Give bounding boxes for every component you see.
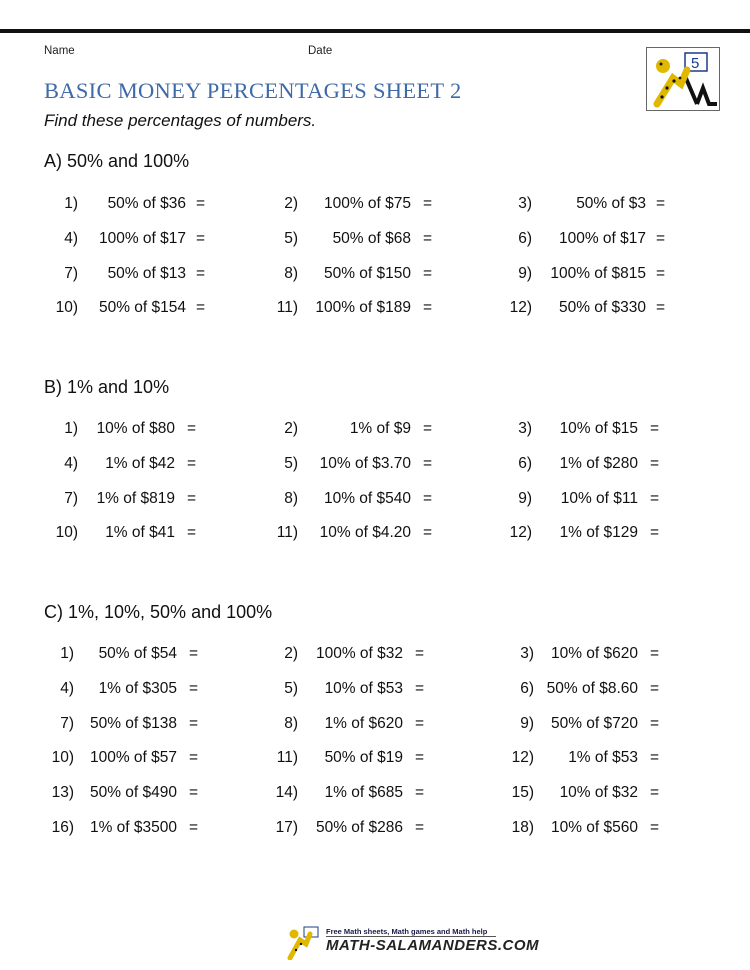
question-item bbox=[0, 713, 750, 735]
question-expression: 10% of $4.20 bbox=[319, 524, 411, 542]
question-number: 15) bbox=[511, 784, 534, 802]
question-number: 8) bbox=[284, 489, 298, 507]
question-item bbox=[0, 817, 750, 839]
question-expression: 50% of $154 bbox=[98, 299, 186, 317]
equals-sign: = bbox=[650, 819, 660, 836]
equals-sign: = bbox=[189, 645, 199, 662]
equals-sign: = bbox=[189, 749, 199, 767]
section-a-heading: A) 50% and 100% bbox=[44, 151, 190, 171]
question-number: 12) bbox=[511, 749, 534, 767]
question-number: 11) bbox=[276, 299, 298, 317]
question-expression: 1% of $620 bbox=[324, 714, 403, 732]
question-item bbox=[0, 747, 750, 769]
question-number: 14) bbox=[275, 784, 298, 802]
equals-sign: = bbox=[423, 489, 433, 507]
section-b-heading: B) 1% and 10% bbox=[44, 377, 170, 397]
equals-sign: = bbox=[650, 489, 660, 507]
question-number: 7) bbox=[60, 714, 74, 732]
equals-sign: = bbox=[415, 819, 425, 836]
question-number: 6) bbox=[518, 454, 532, 472]
question-expression: 50% of $330 bbox=[558, 299, 646, 317]
question-expression: 1% of $42 bbox=[105, 454, 175, 472]
date-label: Date bbox=[308, 45, 333, 57]
equals-sign: = bbox=[415, 714, 425, 732]
equals-sign: = bbox=[415, 645, 425, 662]
question-number: 4) bbox=[64, 229, 78, 247]
question-expression: 50% of $720 bbox=[550, 714, 638, 732]
equals-sign: = bbox=[656, 229, 666, 247]
equals-sign: = bbox=[650, 749, 660, 767]
question-expression: 100% of $815 bbox=[550, 264, 646, 282]
question-expression: 50% of $8.60 bbox=[546, 679, 638, 697]
question-number: 5) bbox=[284, 679, 298, 697]
question-expression: 100% of $17 bbox=[558, 229, 646, 247]
question-expression: 50% of $19 bbox=[324, 749, 403, 767]
footer-tagline: Free Math sheets, Math games and Math help bbox=[326, 927, 488, 936]
question-number: 5) bbox=[284, 454, 298, 472]
equals-sign: = bbox=[423, 264, 433, 282]
question-expression: 1% of $305 bbox=[98, 679, 177, 697]
question-number: 17) bbox=[275, 819, 298, 836]
question-expression: 10% of $53 bbox=[324, 679, 403, 697]
question-expression: 1% of $41 bbox=[105, 524, 175, 542]
question-expression: 50% of $286 bbox=[315, 819, 403, 836]
question-number: 8) bbox=[284, 714, 298, 732]
question-expression: 50% of $68 bbox=[332, 229, 411, 247]
equals-sign: = bbox=[656, 299, 666, 317]
equals-sign: = bbox=[650, 714, 660, 732]
question-expression: 10% of $3.70 bbox=[319, 454, 411, 472]
question-number: 13) bbox=[51, 784, 74, 802]
question-expression: 100% of $75 bbox=[323, 195, 411, 212]
equals-sign: = bbox=[650, 524, 660, 542]
footer-site: MATH-SALAMANDERS.COM bbox=[326, 937, 540, 954]
question-item bbox=[0, 228, 750, 250]
salamander-icon bbox=[647, 48, 719, 110]
equals-sign: = bbox=[189, 714, 199, 732]
equals-sign: = bbox=[187, 454, 197, 472]
question-number: 2) bbox=[284, 645, 298, 662]
question-expression: 100% of $189 bbox=[315, 299, 411, 317]
question-expression: 50% of $54 bbox=[98, 645, 177, 662]
svg-text:5: 5 bbox=[691, 55, 700, 72]
question-expression: 100% of $32 bbox=[315, 645, 403, 662]
equals-sign: = bbox=[650, 679, 660, 697]
question-item bbox=[0, 643, 750, 665]
equals-sign: = bbox=[423, 454, 433, 472]
question-expression: 100% of $57 bbox=[89, 749, 177, 767]
salamander-logo bbox=[646, 47, 720, 111]
question-expression: 50% of $138 bbox=[89, 714, 177, 732]
equals-sign: = bbox=[650, 645, 660, 662]
question-number: 1) bbox=[60, 645, 74, 662]
question-expression: 50% of $490 bbox=[89, 784, 177, 802]
question-number: 3) bbox=[520, 645, 534, 662]
footer bbox=[286, 926, 540, 960]
question-item bbox=[0, 522, 750, 544]
question-number: 6) bbox=[520, 679, 534, 697]
instructions: Find these percentages of numbers. bbox=[44, 111, 317, 130]
equals-sign: = bbox=[187, 420, 197, 437]
question-expression: 1% of $53 bbox=[568, 749, 638, 767]
question-number: 12) bbox=[509, 299, 532, 317]
equals-sign: = bbox=[415, 784, 425, 802]
question-expression: 10% of $80 bbox=[96, 420, 175, 437]
equals-sign: = bbox=[196, 264, 206, 282]
question-number: 11) bbox=[276, 524, 298, 542]
question-number: 4) bbox=[60, 679, 74, 697]
question-expression: 100% of $17 bbox=[98, 229, 186, 247]
question-expression: 1% of $280 bbox=[559, 454, 638, 472]
equals-sign: = bbox=[656, 195, 666, 212]
question-number: 1) bbox=[64, 195, 78, 212]
question-expression: 1% of $3500 bbox=[89, 819, 177, 836]
question-expression: 1% of $129 bbox=[559, 524, 638, 542]
equals-sign: = bbox=[189, 819, 199, 836]
question-item bbox=[0, 193, 750, 215]
equals-sign: = bbox=[415, 749, 425, 767]
question-number: 9) bbox=[518, 489, 532, 507]
question-expression: 50% of $36 bbox=[107, 195, 186, 212]
question-expression: 10% of $32 bbox=[559, 784, 638, 802]
equals-sign: = bbox=[189, 784, 199, 802]
question-number: 3) bbox=[518, 420, 532, 437]
equals-sign: = bbox=[187, 524, 197, 542]
equals-sign: = bbox=[187, 489, 197, 507]
equals-sign: = bbox=[196, 299, 206, 317]
question-item bbox=[0, 263, 750, 285]
question-expression: 10% of $11 bbox=[560, 489, 638, 507]
equals-sign: = bbox=[656, 264, 666, 282]
equals-sign: = bbox=[423, 420, 433, 437]
section-c-heading: C) 1%, 10%, 50% and 100% bbox=[44, 602, 273, 622]
question-item bbox=[0, 488, 750, 510]
question-number: 9) bbox=[520, 714, 534, 732]
question-expression: 50% of $150 bbox=[323, 264, 411, 282]
footer-salamander-icon bbox=[286, 926, 322, 960]
question-number: 16) bbox=[51, 819, 74, 836]
question-number: 2) bbox=[284, 420, 298, 437]
equals-sign: = bbox=[423, 195, 433, 212]
question-number: 7) bbox=[64, 489, 78, 507]
equals-sign: = bbox=[415, 679, 425, 697]
question-number: 3) bbox=[518, 195, 532, 212]
question-expression: 10% of $540 bbox=[323, 489, 411, 507]
question-number: 8) bbox=[284, 264, 298, 282]
question-expression: 10% of $620 bbox=[550, 645, 638, 662]
question-expression: 50% of $3 bbox=[576, 195, 646, 212]
equals-sign: = bbox=[189, 679, 199, 697]
question-number: 10) bbox=[51, 749, 74, 767]
equals-sign: = bbox=[423, 524, 433, 542]
equals-sign: = bbox=[196, 195, 206, 212]
equals-sign: = bbox=[650, 420, 660, 437]
question-item bbox=[0, 453, 750, 475]
question-expression: 50% of $13 bbox=[107, 264, 186, 282]
question-number: 6) bbox=[518, 229, 532, 247]
question-expression: 1% of $9 bbox=[349, 420, 411, 437]
question-number: 7) bbox=[64, 264, 78, 282]
question-number: 9) bbox=[518, 264, 532, 282]
equals-sign: = bbox=[650, 454, 660, 472]
top-rule bbox=[0, 29, 750, 33]
equals-sign: = bbox=[650, 784, 660, 802]
question-expression: 1% of $819 bbox=[96, 489, 175, 507]
question-number: 10) bbox=[55, 299, 78, 317]
question-expression: 10% of $560 bbox=[550, 819, 638, 836]
question-number: 12) bbox=[509, 524, 532, 542]
question-item bbox=[0, 678, 750, 700]
question-number: 5) bbox=[284, 229, 298, 247]
name-label: Name bbox=[44, 45, 75, 57]
question-item bbox=[0, 297, 750, 319]
question-number: 4) bbox=[64, 454, 78, 472]
equals-sign: = bbox=[423, 299, 433, 317]
page-title: BASIC MONEY PERCENTAGES SHEET 2 bbox=[44, 78, 462, 103]
question-number: 18) bbox=[511, 819, 534, 836]
equals-sign: = bbox=[196, 229, 206, 247]
question-expression: 10% of $15 bbox=[559, 420, 638, 437]
question-number: 1) bbox=[64, 420, 78, 437]
question-item bbox=[0, 782, 750, 804]
question-item bbox=[0, 418, 750, 440]
question-number: 11) bbox=[276, 749, 298, 767]
question-expression: 1% of $685 bbox=[324, 784, 403, 802]
question-number: 2) bbox=[284, 195, 298, 212]
equals-sign: = bbox=[423, 229, 433, 247]
question-number: 10) bbox=[55, 524, 78, 542]
